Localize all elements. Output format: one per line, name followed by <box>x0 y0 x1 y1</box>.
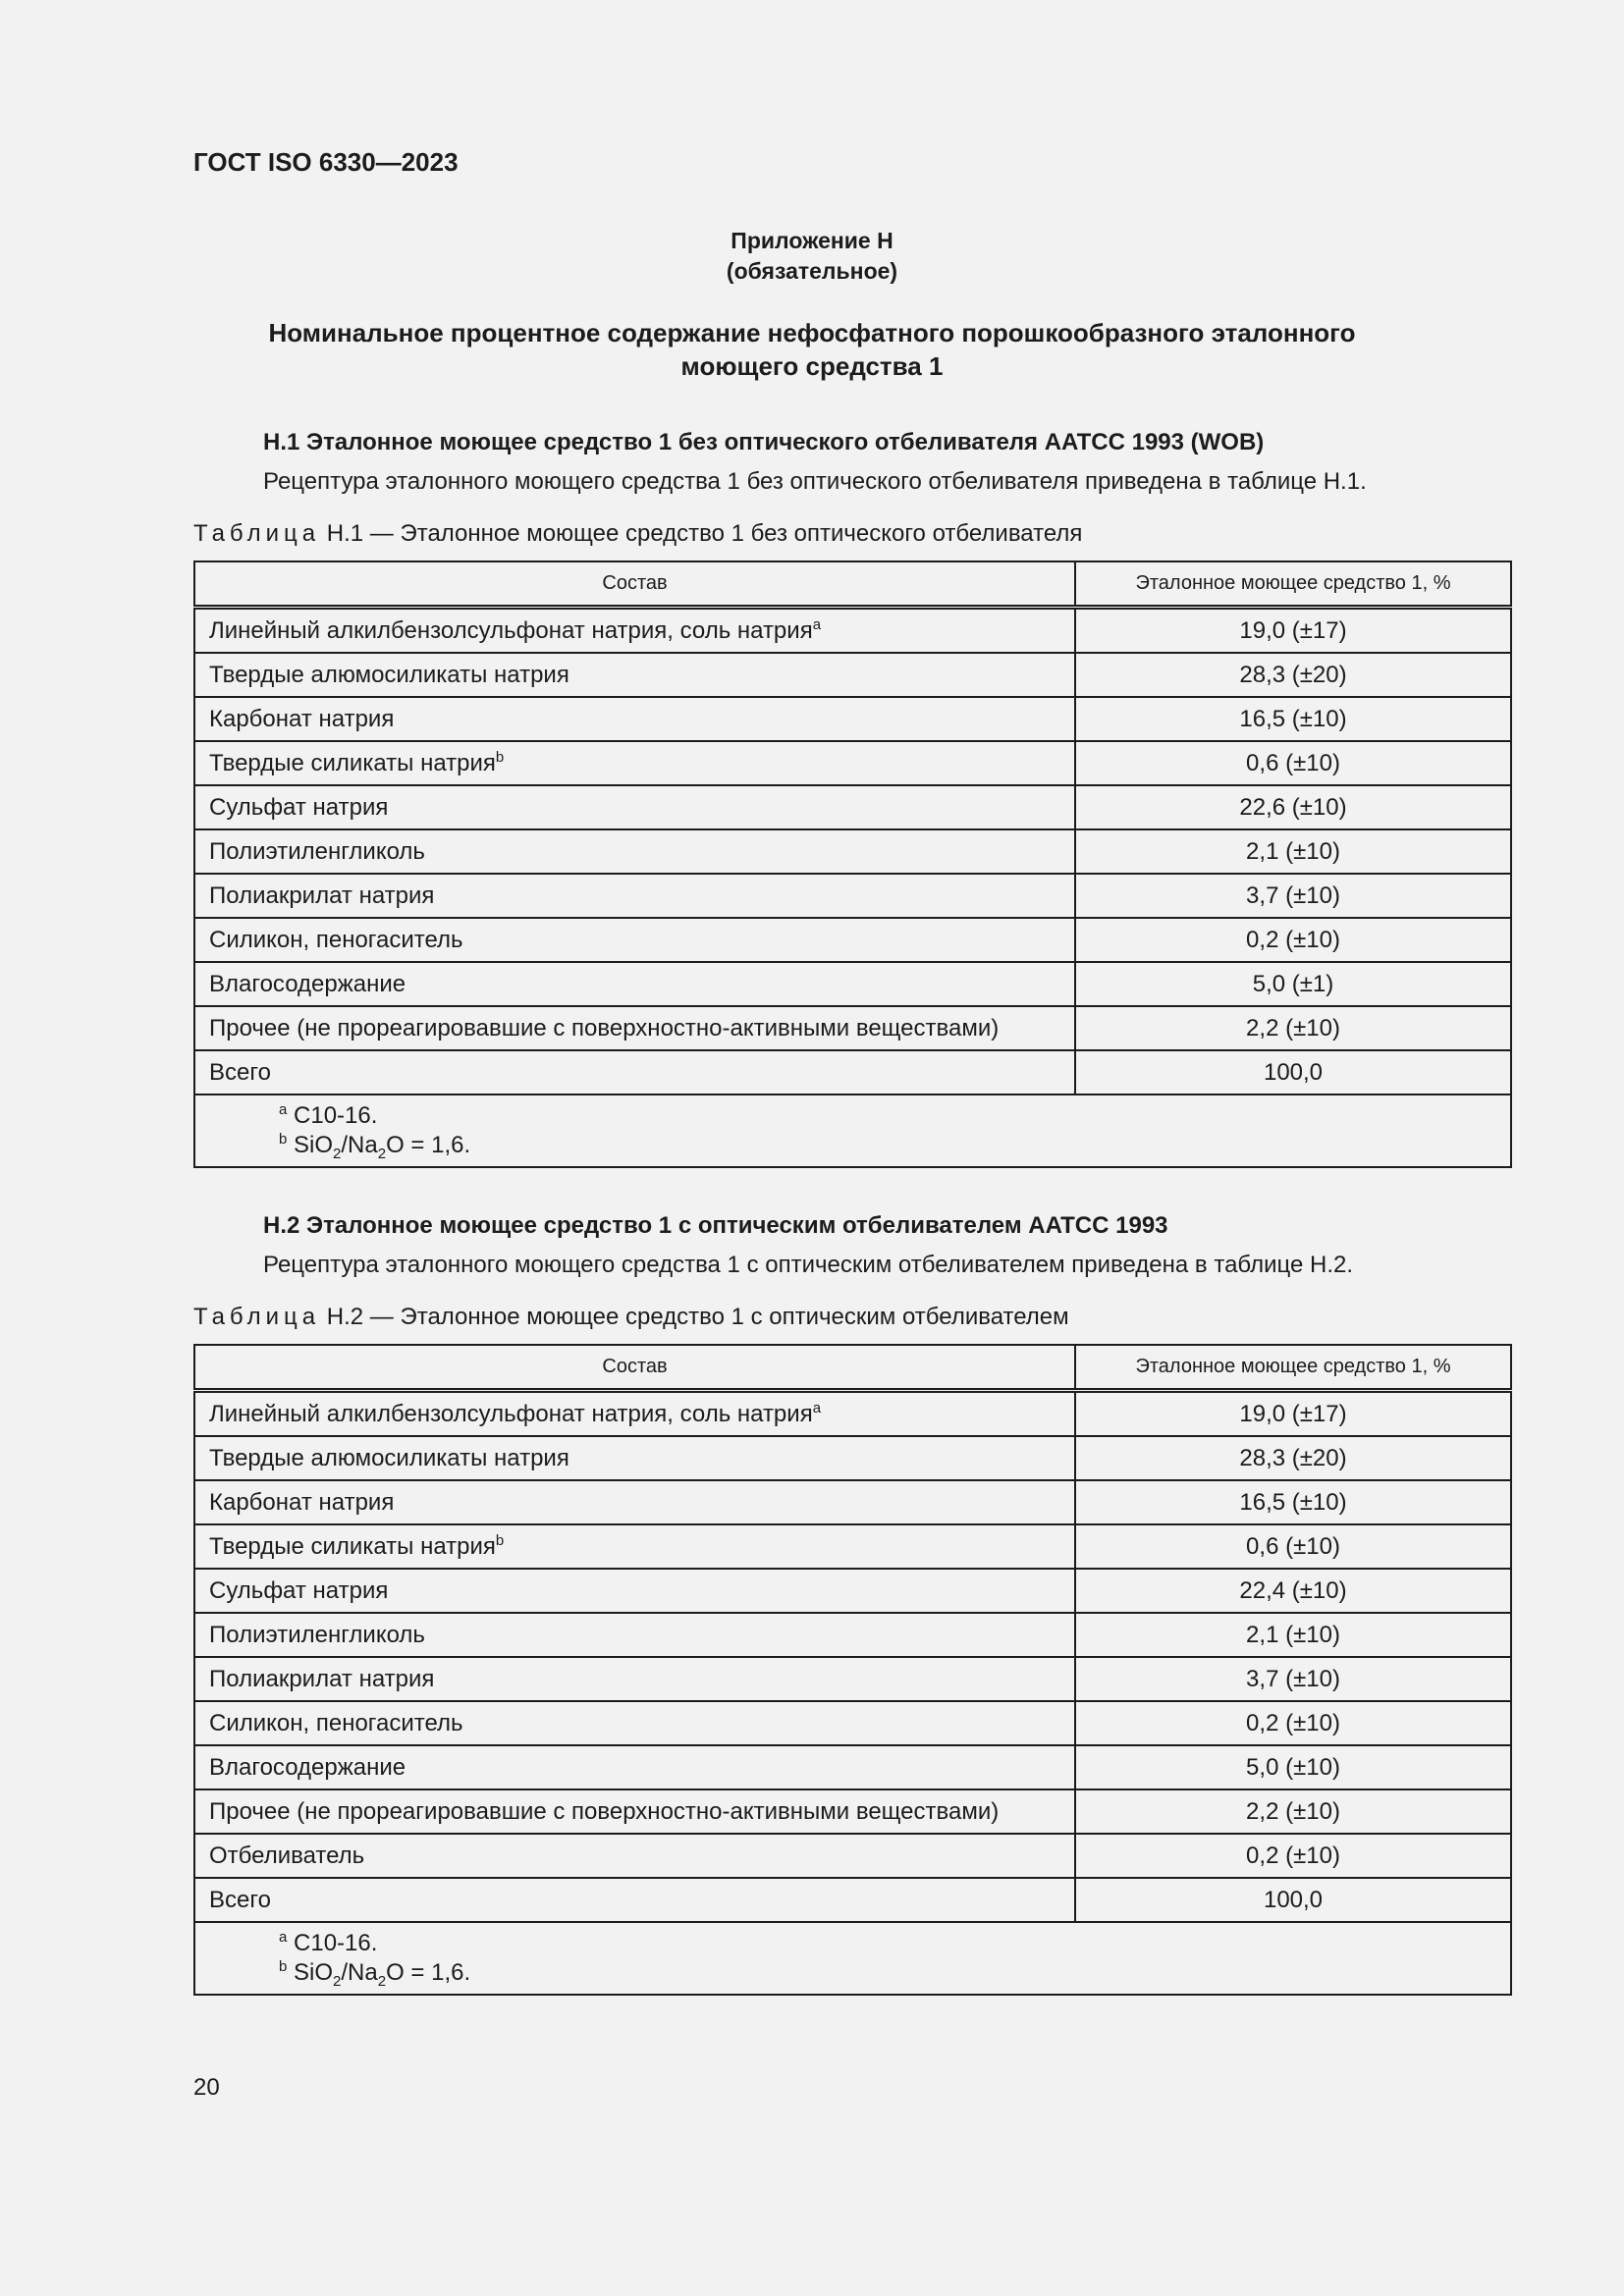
table-row <box>194 918 1511 962</box>
footnote-marker: b <box>495 1531 505 1549</box>
component-name: Линейный алкилбензолсульфонат натрия, соль натрия <box>209 1400 813 1427</box>
component-name: Силикон, пеногаситель <box>209 926 463 953</box>
standard-header: ГОСТ ISO 6330—2023 <box>193 147 459 177</box>
component-name-cell <box>194 1878 1075 1922</box>
component-name-cell <box>194 1391 1075 1437</box>
appendix-title-line: Номинальное процентное содержание нефосфатного порошкообразного эталонного <box>268 318 1356 347</box>
component-name: Карбонат натрия <box>209 1488 395 1516</box>
appendix-title <box>236 316 1388 383</box>
component-name-cell <box>194 608 1075 654</box>
component-name: Твердые алюмосиликаты натрия <box>209 1444 569 1471</box>
component-name-cell <box>194 1701 1075 1745</box>
component-value: 2,2 (±10) <box>1075 1789 1511 1834</box>
table-row <box>194 1834 1511 1878</box>
footnote-a: $^a$ C10-16. <box>279 1929 378 1956</box>
component-name: Всего <box>209 1058 271 1086</box>
component-name-cell <box>194 1480 1075 1524</box>
component-name: Полиакрилат натрия <box>209 1665 435 1692</box>
table-row <box>194 1701 1511 1745</box>
table-caption-h1 <box>193 520 1082 548</box>
component-name: Влагосодержание <box>209 1753 406 1781</box>
component-name: Всего <box>209 1886 271 1913</box>
component-value: 19,0 (±17) <box>1075 608 1511 654</box>
table-row <box>194 697 1511 741</box>
table-caption-h2 <box>193 1304 1069 1331</box>
component-value: 2,2 (±10) <box>1075 1006 1511 1050</box>
table-row <box>194 1524 1511 1569</box>
column-header: Эталонное моющее средство 1, % <box>1075 561 1511 608</box>
section-paragraph-h2: Рецептура эталонного моющего средства 1 с оптическим отбеливателем приведена в таблице Н.2. <box>263 1252 1353 1278</box>
composition-table-h2 <box>193 1344 1512 1996</box>
component-name: Твердые силикаты натрия <box>209 1532 496 1560</box>
footnote-a: $^a$ C10-16. <box>279 1101 378 1129</box>
column-header: Состав <box>194 561 1075 608</box>
table-row <box>194 1480 1511 1524</box>
footnote-b: $^b$ $SiO_2/Na_2O = 1,6$. <box>279 1131 471 1162</box>
table-row <box>194 1789 1511 1834</box>
table-row <box>194 962 1511 1006</box>
table-row <box>194 829 1511 874</box>
component-value: 100,0 <box>1075 1050 1511 1095</box>
component-value: 3,7 (±10) <box>1075 874 1511 918</box>
table-row <box>194 1436 1511 1480</box>
component-name: Линейный алкилбензолсульфонат натрия, соль натрия <box>209 616 813 644</box>
component-name-cell <box>194 1745 1075 1789</box>
component-name: Отбеливатель <box>209 1842 365 1869</box>
section-heading-h2: Н.2 Эталонное моющее средство 1 с оптическим отбеливателем AATCC 1993 <box>263 1212 1168 1239</box>
component-value: 0,2 (±10) <box>1075 918 1511 962</box>
component-name-cell <box>194 741 1075 785</box>
component-value: 0,6 (±10) <box>1075 741 1511 785</box>
component-name: Твердые алюмосиликаты натрия <box>209 661 569 688</box>
table-row <box>194 741 1511 785</box>
component-name-cell <box>194 1050 1075 1095</box>
component-value: 100,0 <box>1075 1878 1511 1922</box>
component-value: 16,5 (±10) <box>1075 697 1511 741</box>
component-name-cell <box>194 1006 1075 1050</box>
caption-text: Н.2 — Эталонное моющее средство 1 с оптическим отбеливателем <box>326 1304 1069 1330</box>
component-value: 5,0 (±1) <box>1075 962 1511 1006</box>
table-footnotes <box>194 1922 1511 1995</box>
page-number: 20 <box>193 2074 220 2101</box>
section-paragraph-h1: Рецептура эталонного моющего средства 1 без оптического отбеливателя приведена в таблице Н.1. <box>263 468 1367 495</box>
component-name-cell <box>194 874 1075 918</box>
component-value: 2,1 (±10) <box>1075 829 1511 874</box>
column-header: Эталонное моющее средство 1, % <box>1075 1345 1511 1391</box>
component-name-cell <box>194 1613 1075 1657</box>
component-name-cell <box>194 697 1075 741</box>
table-row <box>194 1657 1511 1701</box>
table-row <box>194 1745 1511 1789</box>
component-value: 2,1 (±10) <box>1075 1613 1511 1657</box>
footnote-b: $^b$ $SiO_2/Na_2O = 1,6$. <box>279 1958 471 1990</box>
component-name: Полиэтиленгликоль <box>209 837 425 865</box>
appendix-title-line: моющего средства 1 <box>680 351 944 381</box>
appendix-status: (обязательное) <box>726 258 898 284</box>
component-name-cell <box>194 962 1075 1006</box>
caption-text: Н.1 — Эталонное моющее средство 1 без оптического отбеливателя <box>326 520 1083 547</box>
footnote-marker: b <box>495 748 505 766</box>
component-name: Полиакрилат натрия <box>209 881 435 909</box>
component-value: 16,5 (±10) <box>1075 1480 1511 1524</box>
table-footnotes <box>194 1095 1511 1167</box>
caption-label: Таблица <box>193 520 321 547</box>
component-value: 22,6 (±10) <box>1075 785 1511 829</box>
table-row <box>194 1569 1511 1613</box>
component-value: 28,3 (±20) <box>1075 1436 1511 1480</box>
component-name: Прочее (не прореагировавшие с поверхностно-активными веществами) <box>209 1014 1000 1041</box>
appendix-label: Приложение Н <box>731 228 893 253</box>
component-name-cell <box>194 1789 1075 1834</box>
composition-table-h1 <box>193 561 1512 1168</box>
component-name-cell <box>194 918 1075 962</box>
component-value: 0,6 (±10) <box>1075 1524 1511 1569</box>
table-row <box>194 1391 1511 1437</box>
component-name-cell <box>194 653 1075 697</box>
component-name-cell <box>194 1834 1075 1878</box>
component-value: 28,3 (±20) <box>1075 653 1511 697</box>
component-name: Прочее (не прореагировавшие с поверхностно-активными веществами) <box>209 1797 1000 1825</box>
component-value: 5,0 (±10) <box>1075 1745 1511 1789</box>
component-name-cell <box>194 785 1075 829</box>
component-name: Твердые силикаты натрия <box>209 749 496 776</box>
component-name: Силикон, пеногаситель <box>209 1709 463 1736</box>
column-header: Состав <box>194 1345 1075 1391</box>
component-value: 19,0 (±17) <box>1075 1391 1511 1437</box>
component-name: Сульфат натрия <box>209 793 389 821</box>
component-name: Влагосодержание <box>209 970 406 997</box>
component-name-cell <box>194 1657 1075 1701</box>
component-value: 0,2 (±10) <box>1075 1701 1511 1745</box>
table-row <box>194 785 1511 829</box>
component-value: 22,4 (±10) <box>1075 1569 1511 1613</box>
component-name-cell <box>194 1569 1075 1613</box>
table-row <box>194 608 1511 654</box>
table-row <box>194 1613 1511 1657</box>
footnote-marker: a <box>812 1399 822 1416</box>
component-name-cell <box>194 1436 1075 1480</box>
component-name-cell <box>194 1524 1075 1569</box>
table-row <box>194 653 1511 697</box>
component-value: 0,2 (±10) <box>1075 1834 1511 1878</box>
component-name: Полиэтиленгликоль <box>209 1621 425 1648</box>
table-row <box>194 874 1511 918</box>
table-row <box>194 1006 1511 1050</box>
table-row <box>194 1878 1511 1922</box>
table-row <box>194 1050 1511 1095</box>
component-name: Сульфат натрия <box>209 1576 389 1604</box>
appendix-heading <box>0 226 1624 287</box>
section-heading-h1: Н.1 Эталонное моющее средство 1 без оптического отбеливателя AATCC 1993 (WOB) <box>263 429 1265 455</box>
caption-label: Таблица <box>193 1304 321 1330</box>
footnote-marker: a <box>812 615 822 633</box>
component-value: 3,7 (±10) <box>1075 1657 1511 1701</box>
component-name-cell <box>194 829 1075 874</box>
component-name: Карбонат натрия <box>209 705 395 732</box>
